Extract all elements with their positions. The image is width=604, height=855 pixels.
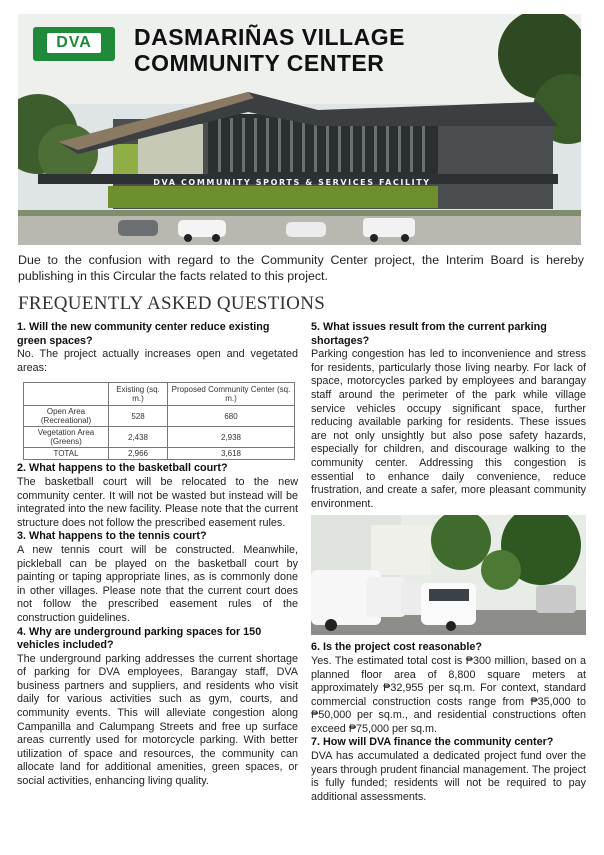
hero-rendering bbox=[18, 14, 581, 245]
table-row bbox=[24, 448, 295, 460]
faq-answer-2: The basketball court will be relocated to the new community center. It will not be wasted but instead will be integrated into the new facility. Please note that the current structure does not follow the prescribed easement rules. bbox=[17, 475, 298, 529]
faq-answer-4: The underground parking addresses the current shortage of parking for DVA employees, Barangay staff, DVA business partners and suppliers, and residents who visit daily for various activities such as gym, courts, and community events. This will alleviate congestion along Campanilla and Calumpang Streets and free up surface areas currently used for motorcycle parking. With better utilization of space and resources, the community can allocate land for additional amenities, green spaces, or social activities, enhancing living quality. bbox=[17, 652, 298, 788]
faq-answer-5: Parking congestion has led to inconvenience and stress for residents, particularly those living nearby. For lack of space, motorcycles parked by employees and barangay staff around the perimeter of the park while village service vehicles occupy significant space, further reducing available parking for residents. These issues are not only unsightly but also pose safety hazards, especially for children, and discourage walking to the community center. Addressing this congestion is essential to enhance daily convenience, reduce frustration, and create a safer, more pleasant community environment. bbox=[311, 348, 586, 510]
title-line-1: DASMARIÑAS VILLAGE bbox=[134, 24, 405, 50]
table-cell: 2,938 bbox=[167, 427, 294, 448]
dva-logo bbox=[33, 27, 115, 61]
table-row bbox=[24, 427, 295, 448]
parking-photo bbox=[311, 515, 586, 635]
faq-question-4: 4. Why are underground parking spaces for 150 vehicles included? bbox=[17, 625, 262, 652]
table-header-cell: Proposed Community Center (sq. m.) bbox=[167, 383, 294, 406]
faq-question-6: 6. Is the project cost reasonable? bbox=[311, 641, 483, 654]
faq-answer-7: DVA has accumulated a dedicated project fund over the years through prudent financial management. The project is fully funded; residents will not be required to pay additional assessments. bbox=[311, 750, 586, 803]
green-space-table bbox=[23, 382, 295, 460]
faq-answer-6: Yes. The estimated total cost is ₱300 million, based on a planned floor area of 8,800 square meters at approximately ₱32,955 per sq.m. For context, standard commercial construction costs range from ₱35,000 to ₱50,000 per sq.m., and residential constructions often exceed ₱75,000 per sq.m. bbox=[311, 654, 586, 735]
table-cell: 3,618 bbox=[167, 448, 294, 460]
faq-question-2: 2. What happens to the basketball court? bbox=[17, 462, 228, 475]
faq-question-7: 7. How will DVA finance the community center? bbox=[311, 736, 554, 749]
right-column bbox=[311, 321, 586, 804]
table-cell: Open Area (Recreational) bbox=[24, 406, 109, 427]
table-header-row bbox=[24, 383, 295, 406]
faq-answer-1: No. The project actually increases open and vegetated areas: bbox=[17, 348, 298, 374]
faq-heading: FREQUENTLY ASKED QUESTIONS bbox=[18, 293, 326, 314]
title-line-2: COMMUNITY CENTER bbox=[134, 50, 385, 76]
table-cell: TOTAL bbox=[24, 448, 109, 460]
table-cell: 2,966 bbox=[109, 448, 168, 460]
faq-answer-3: A new tennis court will be constructed. Meanwhile, pickleball can be played on the basketball court by painting or taping appropriate lines, as is commonly done in other villages. Please note that the current court does not follow the prescribed easement rules of the construction guidelines. bbox=[17, 543, 298, 624]
faq-question-1: 1. Will the new community center reduce existing green spaces? bbox=[17, 321, 270, 347]
table-header-cell bbox=[24, 383, 109, 406]
parked-vehicles-image bbox=[311, 515, 586, 635]
table-cell: 680 bbox=[167, 406, 294, 427]
table-cell: 528 bbox=[109, 406, 168, 427]
intro-paragraph: Due to the confusion with regard to the Community Center project, the Interim Board is hereby publishing in this Circular the facts related to this project. bbox=[18, 253, 584, 283]
faq-question-5: 5. What issues result from the current parking shortages? bbox=[311, 321, 547, 347]
table-cell: Vegetation Area (Greens) bbox=[24, 427, 109, 448]
table-cell: 2,438 bbox=[109, 427, 168, 448]
table-header-cell: Existing (sq. m.) bbox=[109, 383, 168, 406]
left-column bbox=[17, 321, 298, 789]
faq-question-3: 3. What happens to the tennis court? bbox=[17, 530, 207, 543]
facility-sign: DVA COMMUNITY SPORTS & SERVICES FACILITY bbox=[153, 178, 431, 187]
table-row bbox=[24, 406, 295, 427]
dva-logo-text: DVA bbox=[47, 33, 101, 53]
page-title bbox=[134, 24, 405, 76]
